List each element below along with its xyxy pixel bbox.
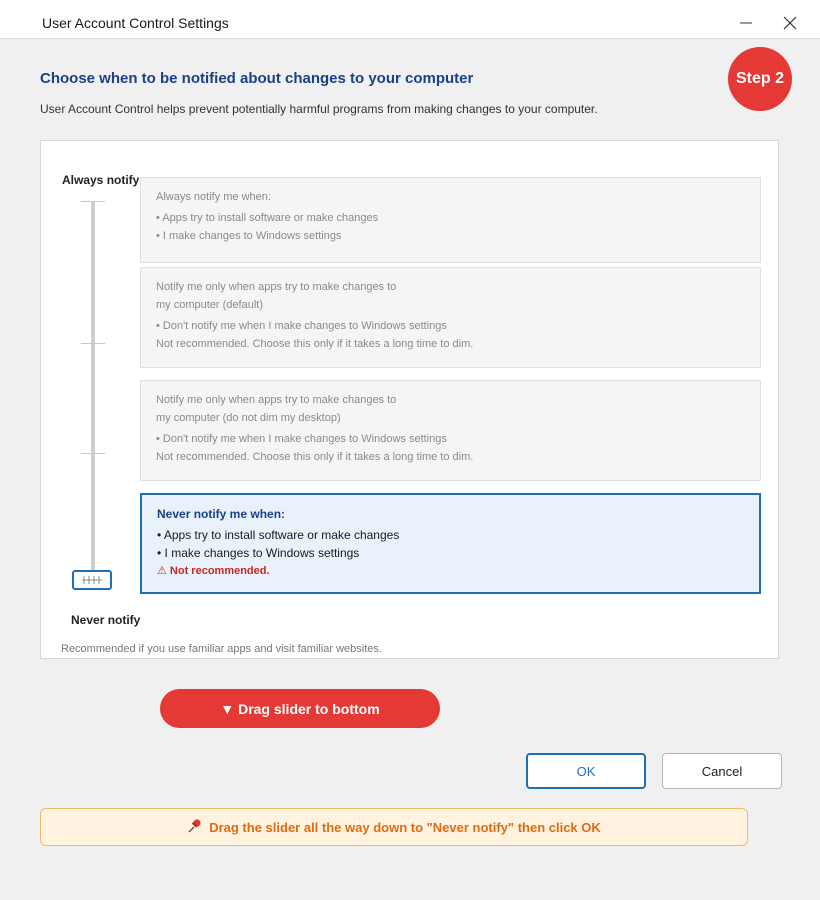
- option-line: • Apps try to install software or make changes: [156, 212, 379, 224]
- recommendation-note: Recommended if you use familiar apps and visit familiar websites.: [61, 643, 382, 655]
- uac-settings-panel: [40, 140, 779, 659]
- slider-top-label: Always notify: [62, 173, 140, 187]
- option-heading: Notify me only when apps try to make changes to: [156, 394, 397, 406]
- page-description: User Account Control helps prevent potentially harmful programs from making changes to your computer.: [40, 102, 598, 116]
- option-line: • Don't notify me when I make changes to Windows settings: [156, 433, 447, 445]
- grip-icon: [80, 575, 104, 585]
- cancel-button[interactable]: Cancel: [662, 753, 782, 789]
- option-line: Not recommended. Choose this only if it takes a long time to dim.: [156, 451, 474, 463]
- slider-bottom-label: Never notify: [71, 613, 141, 627]
- warning-text: ⚠ Not recommended.: [157, 565, 270, 577]
- option-line: • I make changes to Windows settings: [157, 546, 360, 560]
- close-button[interactable]: [775, 8, 805, 38]
- pushpin-icon: [187, 818, 203, 837]
- step-badge: Step 2: [728, 47, 792, 111]
- option-heading-line2: my computer (default): [156, 299, 263, 311]
- option-never-notify[interactable]: [140, 493, 761, 594]
- option-line: • Apps try to install software or make changes: [157, 528, 400, 542]
- option-notify-default[interactable]: [140, 267, 761, 368]
- slider-tick: [81, 453, 105, 454]
- option-notify-no-dim[interactable]: [140, 380, 761, 481]
- hint-text: Drag the slider all the way down to "Never notify" then click OK: [209, 819, 601, 835]
- option-line: Not recommended. Choose this only if it takes a long time to dim.: [156, 338, 474, 350]
- option-heading: Notify me only when apps try to make changes to: [156, 281, 397, 293]
- title-bar: [0, 0, 820, 39]
- option-heading: Never notify me when:: [157, 507, 286, 521]
- close-icon: [783, 16, 797, 30]
- instruction-hint-bar: [40, 808, 748, 846]
- ok-button[interactable]: OK: [526, 753, 646, 789]
- option-line: • I make changes to Windows settings: [156, 230, 342, 242]
- slider-tick: [81, 343, 105, 344]
- window-title: User Account Control Settings: [42, 15, 229, 31]
- option-always-notify[interactable]: [140, 177, 761, 263]
- drag-slider-hint-button[interactable]: ▼ Drag slider to bottom: [160, 689, 440, 728]
- option-heading: Always notify me when:: [156, 191, 271, 203]
- page-heading: Choose when to be notified about changes to your computer: [40, 70, 474, 87]
- slider-track[interactable]: [91, 201, 95, 579]
- option-line: • Don't notify me when I make changes to Windows settings: [156, 320, 447, 332]
- slider-thumb[interactable]: [72, 570, 112, 590]
- slider-tick: [81, 201, 105, 202]
- option-heading-line2: my computer (do not dim my desktop): [156, 412, 341, 424]
- minimize-button[interactable]: [731, 8, 761, 38]
- minimize-icon: [739, 16, 753, 30]
